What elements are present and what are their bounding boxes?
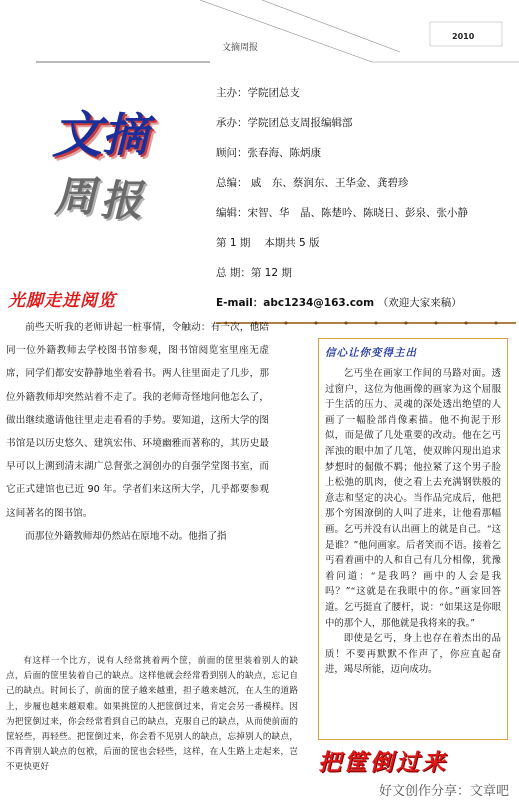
watermark: 好文创作分享：文章吧 — [377, 780, 511, 799]
boxed-article-body — [325, 366, 501, 678]
publication-info — [216, 86, 516, 326]
info-advisors: 顾问：张春海、陈炳康 — [216, 147, 321, 159]
running-head: 文摘周报 — [222, 43, 259, 53]
info-total-issue: 总 期：第 12 期 — [216, 267, 292, 279]
info-editors: 编辑：宋智、华 晶、陈楚吟、陈晓日、彭泉、张小静 — [216, 207, 468, 219]
email-note: （欢迎大家来稿） — [377, 297, 462, 309]
masthead-logo — [40, 105, 190, 250]
header-rule — [0, 0, 519, 70]
left-article-title: 光脚走进阅览 — [8, 291, 116, 311]
info-issue: 第 1 期 本期共 5 版 — [216, 237, 320, 249]
boxed-paragraph: 乞丐坐在画家工作间的马路对面。透过窗户，这位为他画像的画家为这个屈服于生活的压力、灵魂的深处透出绝望的人画了一幅脸部肖像素描。他不拘泥于形似，而是做了几处重要的改动。他在乞丐浑浊的眼中加了几笔，使双眸闪现出追求梦想时的倔傲不羁；他拉紧了这个男子脸上松弛的肌肉，使之看上去充满钢铁般的意志和坚定的决心。当作品完成后，他把那个穷困潦倒的人叫了进来，让他看那幅画。乞丐并没有认出画上的就是自己。“这是谁？”他问画家。后者笑而不语。接着乞丐看着画中的人和自己有几分相像，犹豫着问道：“是我吗？画中的人会是我吗？”“这就是在我眼中的你。”画家回答道。乞丐挺直了腰杆，说：“如果这是你眼中的那个人，那他就是我将来的我。” — [325, 368, 501, 629]
left-article-body — [6, 316, 269, 548]
logo-char-zhou: 周 — [54, 172, 97, 221]
boxed-paragraph: 即使是乞丐，身上也存在着杰出的品质！不要再默默不作声了，你应直起奋进，竭尽所能，迈向成功。 — [325, 633, 501, 676]
left-paragraph: 而那位外籍教师却仍然站在原地不动。他指了指 — [25, 530, 227, 542]
year-label: 2010 — [452, 32, 475, 41]
logo-char-wen: 文 — [52, 105, 102, 164]
bottom-headline: 把筐倒过来 — [318, 749, 448, 776]
boxed-article — [318, 338, 508, 740]
logo-char-zhai: 摘 — [102, 108, 148, 162]
left-paragraph: 前些天听我的老师讲起一桩事情，令触动：有一次，他陪同一位外籍教师去学校图书馆参观，图书馆阅览室里座无虚席，同学们都安安静静地坐着看书。两人往里面走了几步，那位外籍教师却突然站着不走了。我的老师奇怪地问他怎么了，做出继续邀请他往里走走看看的手势。要知道，这所大学的图书馆是以历史悠久、建筑宏伟、环境幽雅而著称的，其历史最早可以上溯到清末湖广总督张之洞创办的自强学堂图书室，而它正式建馆也已近 90 年。学者们来这所大学，几乎都要参观这间著名的图书馆。 — [6, 322, 269, 519]
info-organizer: 承办：学院团总支周报编辑部 — [216, 117, 353, 129]
continuation-article-body — [6, 654, 298, 776]
info-chief-editor: 总编： 戚 东、蔡润东、王华金、龚碧珍 — [216, 177, 409, 189]
email-address[interactable]: E-mail：abc1234@163.com — [216, 297, 375, 309]
boxed-article-title: 信心让你变得主出 — [325, 347, 417, 359]
logo-char-bao: 报 — [100, 176, 143, 225]
continuation-paragraph: 有这样一个比方，说有人经常挑着两个筐，前面的筐里装着别人的缺点，后面的筐里装着自己的缺点。这样他就会经常看到别人的缺点，忘记自己的缺点。时间长了，前面的筐子越来越重，担子越来越沉，在人生的道路上，步履也越来越艰难。如果挑筐的人把筐倒过来，肯定会另一番模样。因为把筐倒过来，你会经常看到自己的缺点，克服自己的缺点，从而使前面的筐轻些，再轻些。把筐倒过来，你会看不见别人的缺点，忘掉别人的缺点，不再背别人缺点的包袱，后面的筐也会轻些，这样，在人生路上走起来，岂不更快更好 — [6, 656, 298, 773]
info-host: 主办：学院团总支 — [216, 87, 300, 99]
